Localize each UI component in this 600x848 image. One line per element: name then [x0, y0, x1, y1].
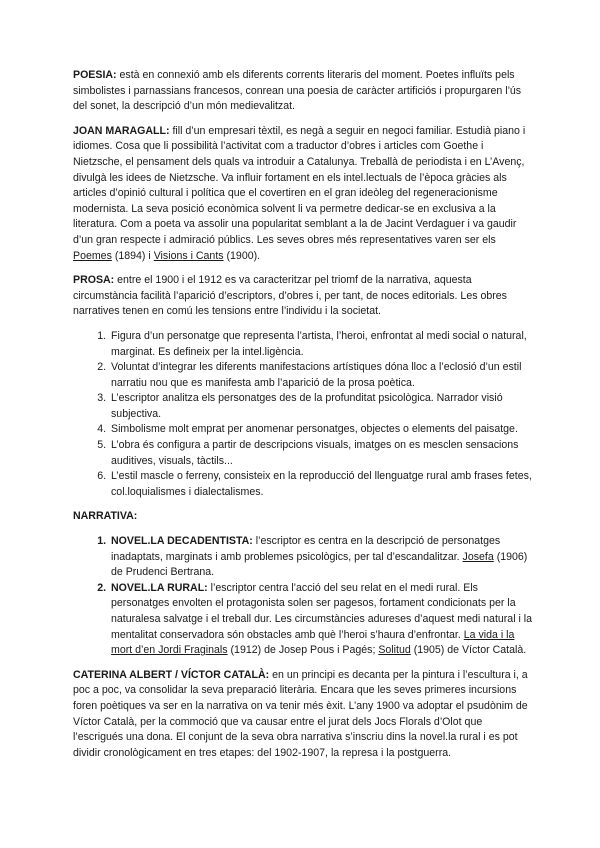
- list-item: 6. L’estil mascle o ferreny, consisteix en la reproducció del llenguatge rural amb frases fetes, col.loquialismes i dialectalismes.: [109, 469, 533, 500]
- poesia-text: està en connexió amb els diferents corrents literaris del moment. Poetes influïts pels simbolistes i parnassians francesos, conrean una poesia de caràcter artificiós i propurgaren l’ús del sonet, la descripció d’un món medievalitzat.: [73, 69, 522, 113]
- maragall-end: (1900).: [223, 249, 261, 262]
- rural-text: l’escriptor centra l’acció del seu relat en el medi rural. Els personatges envolten el protagonista solen ser pagesos, fortament condicionats per la naturalesa salvatge i el treball dur. Les circumstàncies adureses d’aquest medi natural i la mentalitat conservadora són obstacles amb què l’heroi s’haura d’enfrontar.: [111, 581, 533, 641]
- decadentista-text: l’escriptor es centra en la descripció de personatges inadaptats, marginats i amb problemes psicològics, per tal d’escandalitzar.: [111, 535, 501, 563]
- list-item-decadentista: [109, 534, 533, 581]
- list-item-rural: [109, 581, 533, 659]
- work-visions-i-cants: Visions i Cants: [153, 249, 224, 262]
- prosa-paragraph: [73, 273, 533, 320]
- work-solitud: Solitud: [378, 644, 411, 657]
- prosa-features-list: [73, 329, 533, 501]
- maragall-label: JOAN MARAGALL:: [73, 124, 170, 137]
- rural-mid: (1912) de Josep Pous i Pagés;: [227, 644, 379, 657]
- albert-paragraph: [73, 668, 533, 762]
- poesia-paragraph: [73, 68, 533, 115]
- narrativa-list: [73, 534, 533, 659]
- list-item: 5. L’obra és configura a partir de descripcions visuals, imatges on es mesclen sensacions auditives, visuals, tàctils...: [109, 438, 533, 469]
- work-poemes: Poemes: [73, 249, 112, 262]
- maragall-text: fill d’un empresari tèxtil, es negà a seguir en negoci familiar. Estudià piano i idiomes. Cosa que li possibilità l’activitat com a traductor d’obres i articles com Goethe i Nietzsche, el pensament dels quals va introduir a Catalunya. Treballà de periodista i en L’Avenç, divulgà les idees de Nietzsche. Va influir fortament en els intel.lectuals de l’època gràcies als articles d’opinió cultural i política que el covertiren en el gran ideòleg del regeneracionisme modernista. La seva posició econòmica solvent li va permetre dedicar-se en exclusiva a la literatura. Com a poeta va assolir una popularitat semblant a la de Jacint Verdaguer i va gaudir d’un gran respecte i admiració públics. Les seves obres més representatives varen ser els: [73, 124, 526, 246]
- list-item: 3. L’escriptor analitza els personatges des de la profunditat psicològica. Narrador visió subjectiva.: [109, 391, 533, 422]
- albert-label: CATERINA ALBERT / VÍCTOR CATALÀ:: [73, 668, 270, 681]
- list-item: 2. Voluntat d’integrar les diferents manifestacions artístiques dóna lloc a l’eclosió d’un estil narratiu nou que es manifesta amb l’aparició de la prosa poètica.: [109, 360, 533, 391]
- decadentista-label: NOVEL.LA DECADENTISTA:: [111, 535, 253, 548]
- work-josefa: Josefa: [462, 550, 494, 563]
- rural-end: (1905) de Víctor Català.: [410, 644, 527, 657]
- maragall-paragraph: [73, 124, 533, 264]
- poesia-label: POESIA:: [73, 69, 117, 81]
- prosa-text: entre el 1900 i el 1912 es va caracteritzar pel triomf de la narrativa, aquesta circumstància facilità l’aparició d’escriptors, d’obres i, per tant, de noces editorials. Les obres narratives tenen en comú les tensions entre l’individu i la societat.: [73, 274, 507, 318]
- rural-label: NOVEL.LA RURAL:: [111, 581, 208, 594]
- document-content: [73, 68, 533, 770]
- narrativa-heading: NARRATIVA:: [73, 510, 138, 523]
- prosa-label: PROSA:: [73, 274, 115, 287]
- work-jordi-fraginals: La vida i la mort d’en Jordi Fraginals: [111, 628, 515, 657]
- maragall-mid: (1894) i: [111, 249, 154, 262]
- list-item: 1. Figura d’un personatge que representa l’artista, l’heroi, enfrontat al medi social o natural, marginat. Es defineix per la intel.ligència.: [109, 329, 533, 360]
- albert-text: en un principi es decanta per la pintura i l’escultura i, a poc a poc, va consolidar la seva preparació literària. Encara que les seves primeres incursions foren poètiques va ser en la narrativa on va tenir més èxit. L’any 1900 va adoptar el psudònim de Víctor Català, per la commoció que va causar entre el jurat dels Jocs Florals d’Olot que l’escrigués una dona. El conjunt de la seva obra narrativa s’inscriu dins la novel.la rural i es pot dividir cronològicament en tres etapes: del 1902-1907, la represa i la postguerra.: [73, 668, 528, 759]
- decadentista-end: (1906) de Prudenci Bertrana.: [111, 550, 528, 579]
- list-item: 4. Simbolisme molt emprat per anomenar personatges, objectes o elements del paisatge.: [109, 422, 533, 438]
